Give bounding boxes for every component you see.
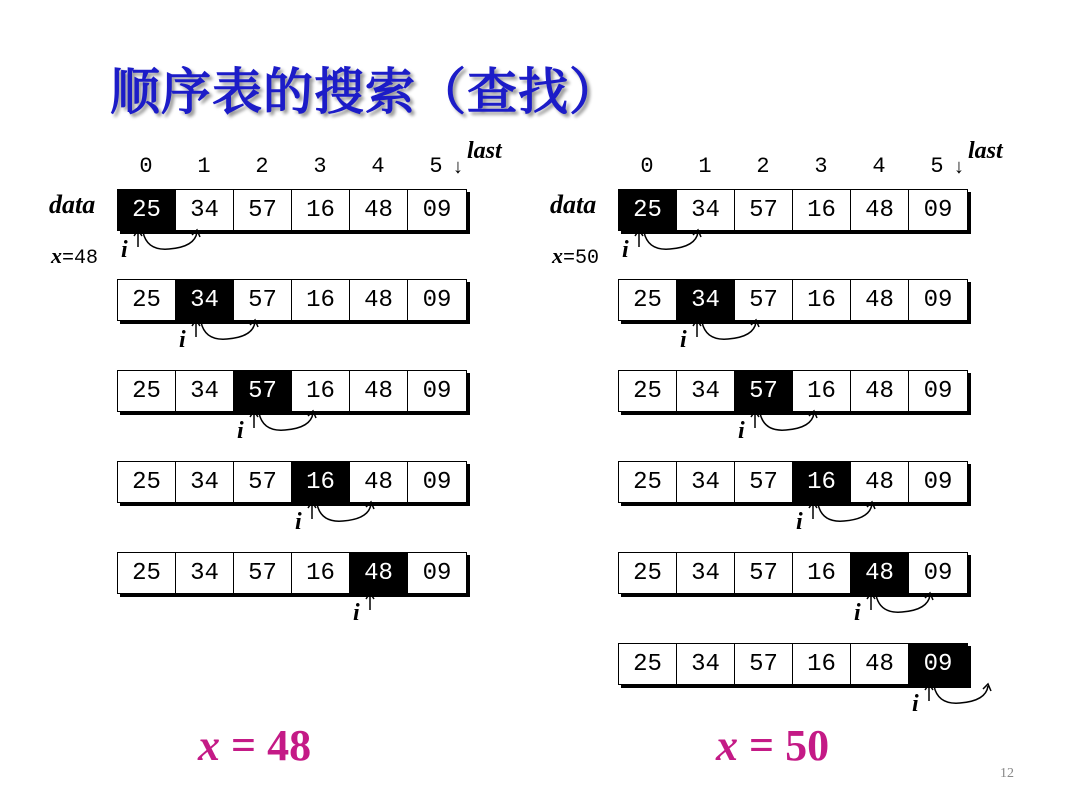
array-row — [618, 189, 968, 231]
array-cell: 16 — [793, 280, 851, 320]
index-label: 2 — [255, 154, 269, 179]
array-cell: 34 — [677, 371, 735, 411]
pointer-label: i — [854, 600, 861, 626]
pointer-arrow-icon — [796, 501, 886, 541]
array-cell: 34 — [176, 371, 234, 411]
array-cell: 48 — [851, 644, 909, 684]
pointer-label: i — [796, 509, 803, 535]
pointer-label: i — [622, 237, 629, 263]
array-cell: 09 — [422, 468, 452, 496]
array-row — [618, 643, 968, 685]
slide-title: 顺序表的搜索（查找） — [110, 63, 620, 121]
array-cell: 25 — [118, 462, 176, 502]
index-pointer — [854, 592, 954, 632]
pointer-label: i — [680, 327, 687, 353]
search-key-label — [552, 243, 599, 270]
next-step-arc — [644, 232, 698, 249]
index-pointer — [738, 410, 838, 450]
last-down-arrow-icon: ↓ — [453, 156, 463, 178]
current-array-cell: 57 — [735, 371, 793, 411]
array-cell: 34 — [176, 462, 234, 502]
current-array-cell: 57 — [234, 371, 292, 411]
array-cell: 34 — [176, 190, 234, 230]
index-label: 3 — [814, 154, 828, 179]
next-step-arc — [818, 504, 872, 521]
pointer-label: i — [738, 418, 745, 444]
pointer-arrow-icon — [854, 592, 944, 632]
index-label: 0 — [139, 154, 153, 179]
index-label: 2 — [756, 154, 770, 179]
search-key-value: =48 — [62, 247, 99, 270]
next-step-arc — [934, 686, 988, 703]
index-pointer — [622, 229, 722, 269]
array-cell: 48 — [851, 462, 909, 502]
pointer-label: i — [912, 691, 919, 717]
array-cell: 34 — [677, 190, 735, 230]
array-cell: 48 — [350, 462, 408, 502]
pointer-label: i — [179, 327, 186, 353]
array-cell: 09 — [422, 196, 452, 224]
current-array-cell: 09 — [909, 644, 967, 684]
current-array-cell: 48 — [851, 553, 909, 593]
index-pointer — [796, 501, 896, 541]
last-label: last — [467, 138, 502, 164]
right-result-var: x — [716, 721, 738, 770]
last-down-arrow-icon: ↓ — [954, 156, 964, 178]
array-cell: 16 — [292, 371, 350, 411]
current-array-cell: 25 — [118, 190, 176, 230]
array-cell: 57 — [735, 190, 793, 230]
search-key-value: =50 — [563, 247, 600, 270]
array-cell: 25 — [118, 553, 176, 593]
array-cell: 34 — [677, 553, 735, 593]
index-label: 1 — [197, 154, 211, 179]
index-pointer — [680, 319, 780, 359]
array-cell: 09 — [923, 286, 953, 314]
array-cell: 16 — [793, 553, 851, 593]
array-row — [618, 279, 968, 321]
last-label: last — [968, 138, 1003, 164]
array-cell: 25 — [118, 371, 176, 411]
array-cell: 16 — [292, 553, 350, 593]
page-number: 12 — [1000, 766, 1014, 781]
array-cell: 57 — [234, 553, 292, 593]
index-label: 3 — [313, 154, 327, 179]
array-row — [618, 461, 968, 503]
array-cell: 09 — [923, 559, 953, 587]
pointer-label: i — [353, 600, 360, 626]
array-cell: 25 — [619, 462, 677, 502]
data-array-label: data — [550, 190, 597, 219]
next-step-arc — [702, 322, 756, 339]
array-cell: 48 — [851, 280, 909, 320]
pointer-label: i — [295, 509, 302, 535]
index-label: 4 — [371, 154, 385, 179]
next-step-arc — [760, 413, 814, 430]
array-cell: 57 — [735, 462, 793, 502]
search-key-var: x — [51, 243, 62, 268]
array-cell: 48 — [851, 190, 909, 230]
index-label: 0 — [640, 154, 654, 179]
array-cell: 48 — [350, 371, 408, 411]
array-cell: 57 — [234, 280, 292, 320]
pointer-arrow-icon — [912, 683, 1002, 723]
array-cell: 34 — [677, 644, 735, 684]
array-cell: 09 — [923, 196, 953, 224]
array-cell: 57 — [735, 644, 793, 684]
next-step-arc — [876, 595, 930, 612]
array-cell: 34 — [677, 462, 735, 502]
current-array-cell: 16 — [793, 462, 851, 502]
array-cell: 09 — [923, 468, 953, 496]
left-result-value: = 48 — [220, 721, 312, 770]
array-cell: 57 — [234, 190, 292, 230]
pointer-arrow-icon — [622, 229, 712, 269]
index-label: 5 — [930, 154, 944, 179]
array-cell: 09 — [422, 559, 452, 587]
array-cell: 25 — [619, 553, 677, 593]
left-result-var: x — [198, 721, 220, 770]
index-label: 1 — [698, 154, 712, 179]
index-label: 5 — [429, 154, 443, 179]
current-array-cell: 48 — [350, 553, 408, 593]
current-array-cell: 16 — [292, 462, 350, 502]
array-row — [618, 552, 968, 594]
array-cell: 09 — [923, 377, 953, 405]
search-key-var: x — [552, 243, 563, 268]
current-array-cell: 34 — [677, 280, 735, 320]
pointer-label: i — [121, 237, 128, 263]
array-cell: 25 — [118, 280, 176, 320]
array-cell: 25 — [619, 644, 677, 684]
array-cell: 16 — [292, 190, 350, 230]
index-label: 4 — [872, 154, 886, 179]
left-result-label — [198, 720, 311, 771]
array-cell: 48 — [350, 280, 408, 320]
array-cell: 16 — [793, 190, 851, 230]
right-result-value: = 50 — [738, 721, 830, 770]
array-cell: 48 — [350, 190, 408, 230]
array-cell: 09 — [422, 377, 452, 405]
array-cell: 57 — [234, 462, 292, 502]
array-cell: 48 — [851, 371, 909, 411]
array-cell: 57 — [735, 280, 793, 320]
pointer-label: i — [237, 418, 244, 444]
right-result-label — [716, 720, 829, 771]
array-cell: 25 — [619, 371, 677, 411]
pointer-arrow-icon — [738, 410, 828, 450]
array-cell: 57 — [735, 553, 793, 593]
current-array-cell: 25 — [619, 190, 677, 230]
pointer-arrow-icon — [680, 319, 770, 359]
array-cell: 16 — [793, 644, 851, 684]
index-pointer — [912, 683, 1012, 723]
current-array-cell: 34 — [176, 280, 234, 320]
array-cell: 25 — [619, 280, 677, 320]
data-array-label: data — [49, 190, 96, 219]
array-cell: 16 — [292, 280, 350, 320]
array-cell: 34 — [176, 553, 234, 593]
array-row — [618, 370, 968, 412]
array-cell: 09 — [422, 286, 452, 314]
array-cell: 16 — [793, 371, 851, 411]
